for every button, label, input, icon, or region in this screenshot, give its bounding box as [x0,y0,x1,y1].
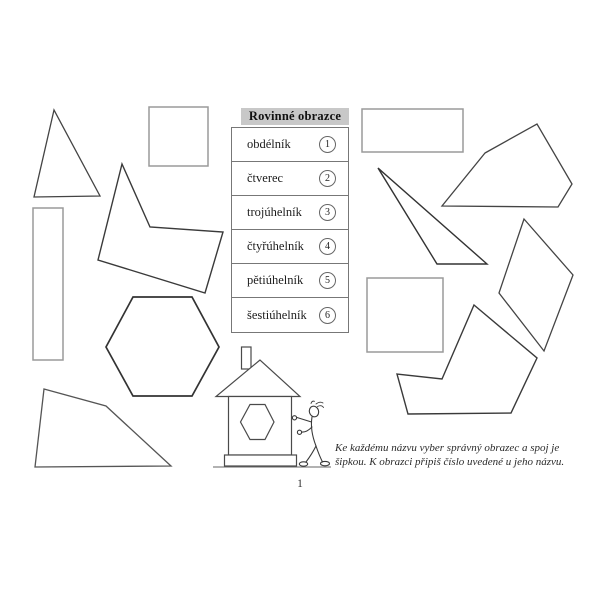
legend-title: Rovinné obrazce [241,108,349,125]
instruction-line-1: Ke každému názvu vyber správný obrazec a spoj je [335,442,560,454]
shape-number-badge: 3 [319,204,336,221]
legend-table [231,127,349,333]
instruction-text [335,442,579,469]
stick-figure-head [308,405,320,418]
stick-figure [292,401,329,466]
shape-name-label: čtyřúhelník [247,239,304,253]
shape-name-label: obdélník [247,137,291,151]
legend-row-ctyruhelnik [232,230,348,264]
shape-name-label: čtverec [247,171,284,185]
shape-number-badge: 1 [319,136,336,153]
instruction-line-2: šipkou. K obrazci připiš číslo uvedené u jeho názvu. [335,455,565,468]
shape-rectangle-1 [33,208,63,360]
shape-number-badge: 2 [319,170,336,187]
house-roof [216,360,300,397]
stick-figure-shoe-left [299,462,307,466]
stick-figure-leg-right [316,446,323,462]
shape-square-1 [149,107,208,166]
shape-rectangle-2 [362,109,463,152]
shape-hexagon-2 [397,305,537,414]
legend-row-sestiuhelnik [232,298,348,332]
stick-figure-arm-lower [302,427,313,432]
legend-row-trojuhelnik [232,196,348,230]
shape-number-badge: 5 [319,272,336,289]
shape-quadrilateral-1 [35,389,171,467]
shape-legend [231,108,349,333]
shape-hexagon-1 [106,297,219,396]
page-number: 1 [297,478,303,490]
shape-name-label: pětiúhelník [247,273,304,287]
stick-figure-hand-upper [292,416,296,420]
shape-triangle-1 [34,110,100,197]
legend-row-petiuhelnik [232,264,348,298]
house-base [225,455,297,466]
house-wall [229,397,292,456]
stick-figure-body [311,417,316,446]
stick-figure-shoe-right [321,461,330,465]
legend-row-obdelnik [232,128,348,162]
shape-number-badge: 4 [319,238,336,255]
shape-number-badge: 6 [319,307,336,324]
house-chimney [242,347,252,369]
stick-figure-leg-left [306,446,316,462]
shape-triangle-2 [378,168,487,264]
shape-name-label: šestiúhelník [247,307,307,322]
stick-figure-arm-upper [297,418,312,423]
stick-figure-hand-lower [297,430,301,434]
shape-square-2 [367,278,443,352]
shape-name-label: trojúhelník [247,205,302,219]
shape-pentagon-2 [442,124,572,207]
legend-row-ctverec [232,162,348,196]
shape-quadrilateral-2 [499,219,573,351]
shape-pentagon-1 [98,164,223,293]
